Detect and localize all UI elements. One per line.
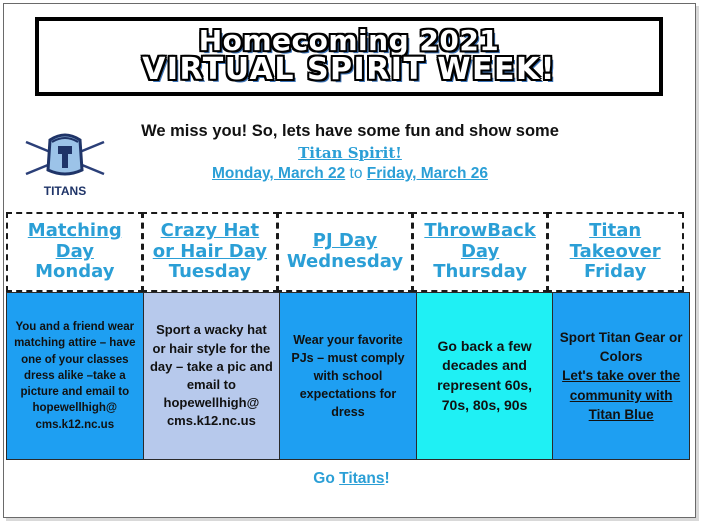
intro-section <box>110 122 590 183</box>
logo-text: TITANS <box>43 184 87 198</box>
theme-line: Day <box>460 240 500 262</box>
description-thursday <box>416 292 554 460</box>
title-line-2: VIRTUAL SPIRIT WEEK! <box>142 52 556 88</box>
description-text: You and a friend wear matching attire – have one of your classes dress alike –take a picture and email to hopewellhigh@ cms.k12.nc.us <box>14 320 136 431</box>
description-wednesday <box>279 292 417 460</box>
description-friday <box>552 292 690 460</box>
theme-line: Day <box>55 240 94 262</box>
theme-line: Matching <box>27 219 122 241</box>
date-separator: to <box>345 165 367 182</box>
header-thursday <box>411 212 549 292</box>
header-tuesday <box>141 212 279 292</box>
day-name: Monday <box>35 261 115 283</box>
titan-spirit-text: Titan Spirit! <box>298 144 402 162</box>
description-underlined-text: Let's take over the community with Titan Blue <box>562 368 681 422</box>
day-name: Tuesday <box>168 261 252 283</box>
footer-message <box>0 470 703 488</box>
end-date: Friday, March 26 <box>366 165 488 182</box>
theme-line: Titan <box>589 219 642 241</box>
description-monday <box>6 292 144 460</box>
titans-helmet-logo-icon <box>22 128 108 200</box>
spirit-week-table <box>6 212 694 460</box>
title-line-1: Homecoming 2021 <box>198 23 500 57</box>
intro-message: We miss you! So, lets have some fun and show some <box>141 122 559 140</box>
header-wednesday <box>276 212 414 292</box>
theme-line: or Hair Day <box>152 240 268 262</box>
titans-logo <box>22 128 108 200</box>
theme-line: ThrowBack <box>424 219 536 241</box>
title-banner <box>35 17 663 96</box>
description-text: Sport Titan Gear or Colors <box>559 330 683 365</box>
theme-line: Crazy Hat <box>160 219 260 241</box>
description-text: Sport a wacky hat or hair style for the day – take a pic and email to hopewellhigh@ cms.k12.nc.us <box>149 322 273 429</box>
description-text: Go back a few decades and represent 60s, 70s, 80s, 90s <box>437 337 533 413</box>
theme-line: PJ Day <box>312 230 378 252</box>
theme-line: Takeover <box>569 240 661 262</box>
start-date: Monday, March 22 <box>212 165 346 182</box>
day-name: Wednesday <box>286 251 404 272</box>
day-name: Friday <box>583 261 647 283</box>
description-text: Wear your favorite PJs – must comply with school expectations for dress <box>291 332 405 420</box>
description-tuesday <box>143 292 281 460</box>
day-name: Thursday <box>433 261 527 283</box>
footer-team: Titans <box>339 470 385 487</box>
header-monday <box>6 212 144 292</box>
description-row <box>6 292 694 460</box>
header-row <box>6 212 694 292</box>
header-friday <box>546 212 684 292</box>
footer-suffix: ! <box>384 470 390 487</box>
date-range <box>110 165 590 183</box>
footer-prefix: Go <box>313 470 340 487</box>
